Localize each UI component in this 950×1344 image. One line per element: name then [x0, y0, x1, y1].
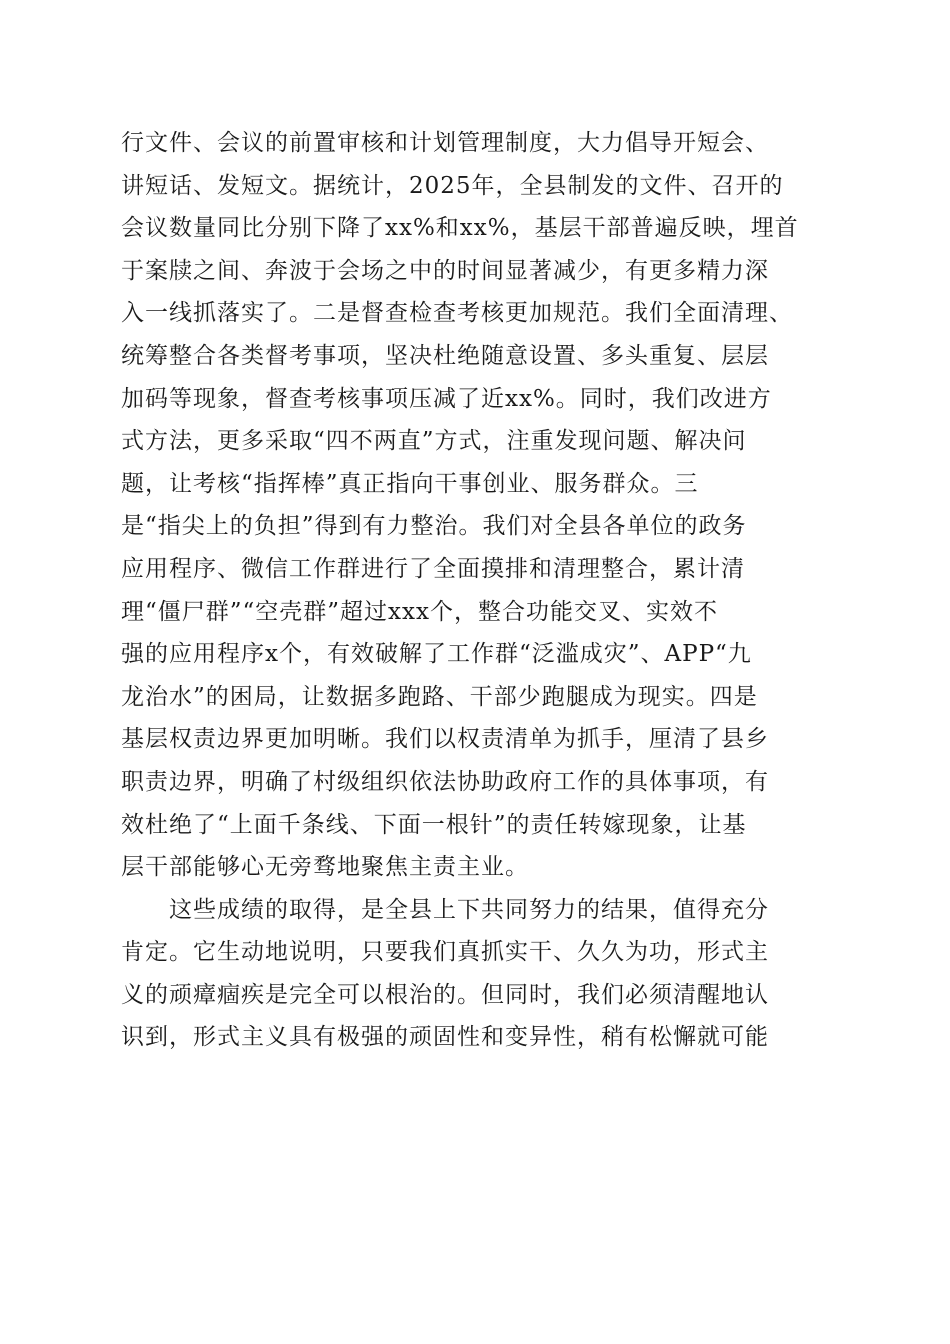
document-body: [121, 122, 841, 1059]
text-line: 加码等现象，督查考核事项压减了近xx%。同时，我们改进方: [121, 385, 772, 412]
text-line: 是“指尖上的负担”得到有力整治。我们对全县各单位的政务: [121, 513, 747, 540]
text-line: 题，让考核“指挥棒”真正指向干事创业、服务群众。三: [121, 470, 699, 497]
text-line: 龙治水”的困局，让数据多跑路、干部少跑腿成为现实。四是: [121, 683, 758, 710]
text-line: 讲短话、发短文。据统计，2025年，全县制发的文件、召开的: [121, 172, 784, 199]
text-line: 入一线抓落实了。二是督查检查考核更加规范。我们全面清理、: [121, 300, 793, 327]
text-line: 行文件、会议的前置审核和计划管理制度，大力倡导开短会、: [121, 130, 769, 156]
text-line: 基层权责边界更加明晰。我们以权责清单为抓手，厘清了县乡: [121, 726, 769, 753]
paragraph-first-line: 这些成绩的取得，是全县上下共同努力的结果，值得充分: [169, 896, 769, 923]
text-line: 应用程序、微信工作群进行了全面摸排和清理整合，累计清: [121, 555, 745, 582]
text-line: 职责边界，明确了村级组织依法协助政府工作的具体事项，有: [121, 768, 769, 795]
text-line: 理“僵尸群”“空壳群”超过xxx个，整合功能交叉、实效不: [121, 598, 718, 625]
text-line: 层干部能够心无旁骛地聚焦主责主业。: [121, 854, 529, 881]
text-line: 式方法，更多采取“四不两直”方式，注重发现问题、解决问: [121, 428, 747, 455]
text-line: 效杜绝了“上面千条线、下面一根针”的责任转嫁现象，让基: [121, 811, 747, 838]
text-line: 于案牍之间、奔波于会场之中的时间显著减少，有更多精力深: [121, 257, 769, 284]
text-line: 会议数量同比分别下降了xx%和xx%，基层干部普遍反映，埋首: [121, 215, 799, 242]
text-line: 强的应用程序x个，有效破解了工作群“泛滥成灾”、APP“九: [121, 641, 752, 668]
text-line: 肯定。它生动地说明，只要我们真抓实干、久久为功，形式主: [121, 939, 769, 966]
text-line: 义的顽瘴痼疾是完全可以根治的。但同时，我们必须清醒地认: [121, 981, 769, 1008]
text-line: 统筹整合各类督考事项，坚决杜绝随意设置、多头重复、层层: [121, 342, 769, 369]
text-line: 识到，形式主义具有极强的顽固性和变异性，稍有松懈就可能: [121, 1024, 769, 1051]
